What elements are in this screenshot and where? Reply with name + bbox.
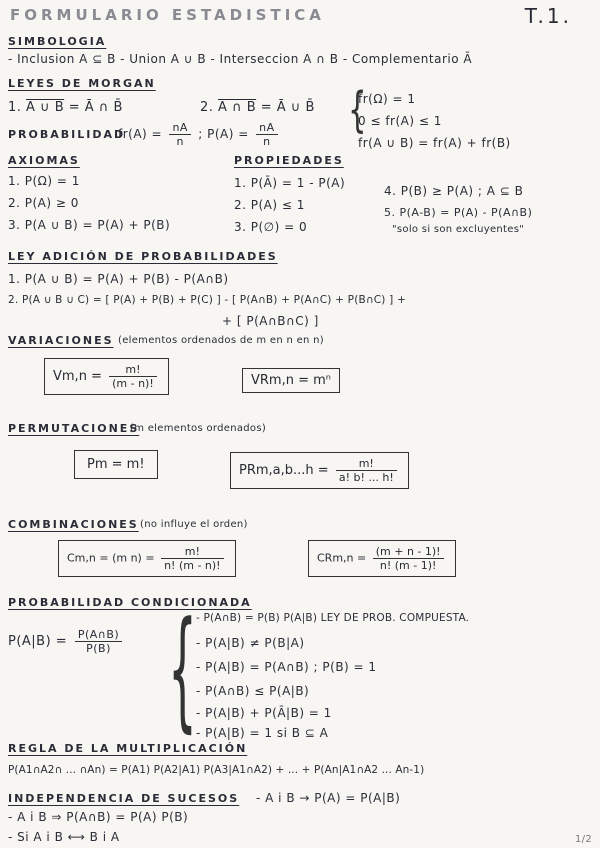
combinaciones-box: [58, 540, 236, 577]
morgan-law-1: [8, 100, 123, 115]
propiedad-1: 1. P(Ā) = 1 - P(A): [234, 176, 346, 190]
permutaciones-note: (m elementos ordenados): [130, 423, 267, 434]
adicion-line-1: 1. P(A ∪ B) = P(A) + P(B) - P(A∩B): [8, 272, 229, 286]
p-label: ; P(A) =: [198, 127, 249, 141]
c-num: m!: [161, 545, 224, 559]
adicion-heading: LEY ADICIÓN DE PROBABILIDADES: [8, 250, 278, 263]
props-brace-line-3: fr(A ∪ B) = fr(A) + fr(B): [358, 136, 511, 150]
condicionada-prop-5: - P(A|B) + P(Ā|B) = 1: [196, 706, 332, 720]
fr-num: nA: [169, 121, 191, 135]
permutaciones-heading: PERMUTACIONES: [8, 422, 140, 435]
cr-fraction: [373, 545, 444, 572]
variaciones-heading: VARIACIONES: [8, 334, 114, 347]
p-fraction: [256, 121, 278, 148]
c-label: Cm,n = (m n) =: [67, 551, 155, 565]
combinaciones-heading: COMBINACIONES: [8, 518, 139, 531]
propiedad-2: 2. P(A) ≤ 1: [234, 198, 305, 212]
condicionada-prop-2: - P(A|B) ≠ P(B|A): [196, 636, 305, 650]
morgan-law-1-num: 1.: [8, 100, 27, 115]
pr-den: a! b! ... h!: [338, 471, 394, 484]
morgan-heading: LEYES DE MORGAN: [8, 77, 156, 90]
permutaciones-box: Pm = m!: [74, 450, 158, 479]
condicionada-prop-4: - P(A∩B) ≤ P(A|B): [196, 684, 310, 698]
condicionada-heading: PROBABILIDAD CONDICIONADA: [8, 596, 252, 609]
v-num: m!: [109, 363, 157, 377]
cond-num: P(A∩B): [75, 628, 122, 642]
cond-fraction: [75, 628, 122, 655]
p-num: nA: [256, 121, 278, 135]
condicionada-brace-glyph: {: [168, 593, 197, 745]
v-den: (m - n)!: [112, 377, 154, 390]
independencia-line-2: - A i B ⇒ P(A∩B) = P(A) P(B): [8, 810, 189, 824]
variaciones-box: [44, 358, 169, 395]
sheet-title: FORMULARIO ESTADISTICA: [10, 6, 325, 24]
fr-label: fr(A) =: [118, 127, 163, 141]
fr-den: n: [176, 135, 184, 148]
independencia-heading: INDEPENDENCIA DE SUCESOS: [8, 792, 240, 805]
props-brace-glyph: {: [348, 82, 367, 138]
variaciones-note: (elementos ordenados de m en n en n): [118, 335, 325, 346]
page-number: 1/2: [575, 834, 592, 845]
propiedad-5-note: "solo si son excluyentes": [392, 224, 525, 235]
axioma-3: 3. P(A ∪ B) = P(A) + P(B): [8, 218, 171, 232]
independencia-line-3: - Si A i B ⟷ B i A: [8, 830, 120, 844]
morgan-law-2-num: 2.: [200, 100, 219, 115]
adicion-line-2: 2. P(A ∪ B ∪ C) = [ P(A) + P(B) + P(C) ] - [ P(A∩B) + P(A∩C) + P(B∩C) ] +: [8, 294, 406, 306]
p-den: n: [263, 135, 271, 148]
combinaciones-note: (no influye el orden): [140, 519, 248, 530]
cond-den: P(B): [86, 642, 111, 655]
multiplicacion-formula: P(A1∩A2∩ ... ∩An) = P(A1) P(A2|A1) P(A3|A1∩A2) + ... + P(An|A1∩A2 ... An-1): [8, 764, 425, 776]
propiedad-5: 5. P(A-B) = P(A) - P(A∩B): [384, 206, 533, 219]
c-den: n! (m - n)!: [164, 559, 221, 572]
fr-fraction: [169, 121, 191, 148]
condicionada-formula: [8, 628, 125, 655]
condicionada-prop-3: - P(A|B) = P(A∩B) ; P(B) = 1: [196, 660, 377, 674]
condicionada-prop-1: - P(A∩B) = P(B) P(A|B) LEY DE PROB. COMPUESTA.: [196, 612, 470, 624]
cr-den: n! (m - 1)!: [379, 559, 437, 572]
morgan-law-1-expr: A ∪ B: [26, 100, 65, 115]
cr-num: (m + n - 1)!: [373, 545, 444, 559]
permutaciones-rep-box: [230, 452, 409, 489]
propiedad-4: 4. P(B) ≥ P(A) ; A ⊆ B: [384, 184, 524, 198]
simbologia-line: - Inclusion A ⊆ B - Union A ∪ B - Interseccion A ∩ B - Complementario Ā: [8, 52, 473, 66]
condicionada-prop-6: - P(A|B) = 1 si B ⊆ A: [196, 726, 329, 740]
probabilidad-heading: PROBABILIDAD: [8, 128, 126, 141]
pr-fraction: [336, 457, 397, 484]
propiedad-3: 3. P(∅) = 0: [234, 220, 308, 234]
morgan-law-2-result: = Ā ∪ B̄: [256, 100, 315, 115]
axioma-1: 1. P(Ω) = 1: [8, 174, 80, 188]
probabilidad-formula: [118, 121, 281, 148]
props-brace-line-1: fr(Ω) = 1: [358, 92, 416, 106]
v-label: Vm,n =: [53, 369, 102, 384]
axiomas-heading: AXIOMAS: [8, 154, 80, 167]
cond-label: P(A|B) =: [8, 634, 68, 649]
simbologia-heading: SIMBOLOGIA: [8, 35, 107, 48]
independencia-line-1: - A i B → P(A) = P(A|B): [256, 791, 401, 805]
variaciones-rep-box: VRm,n = mⁿ: [242, 368, 340, 393]
morgan-law-2-expr: A ∩ B: [218, 100, 257, 115]
axioma-2: 2. P(A) ≥ 0: [8, 196, 79, 210]
v-fraction: [109, 363, 157, 390]
propiedades-heading: PROPIEDADES: [234, 154, 344, 167]
combinaciones-rep-box: [308, 540, 456, 577]
morgan-law-2: [200, 100, 315, 115]
cr-label: CRm,n =: [317, 551, 367, 565]
topic-label: T.1.: [524, 4, 572, 28]
morgan-law-1-result: = Ā ∩ B̄: [64, 100, 123, 115]
adicion-line-3: + [ P(A∩B∩C) ]: [222, 314, 319, 328]
props-brace-line-2: 0 ≤ fr(A) ≤ 1: [358, 114, 442, 128]
c-fraction: [161, 545, 224, 572]
pr-num: m!: [336, 457, 397, 471]
multiplicacion-heading: REGLA DE LA MULTIPLICACIÓN: [8, 742, 248, 755]
pr-label: PRm,a,b...h =: [239, 463, 329, 478]
